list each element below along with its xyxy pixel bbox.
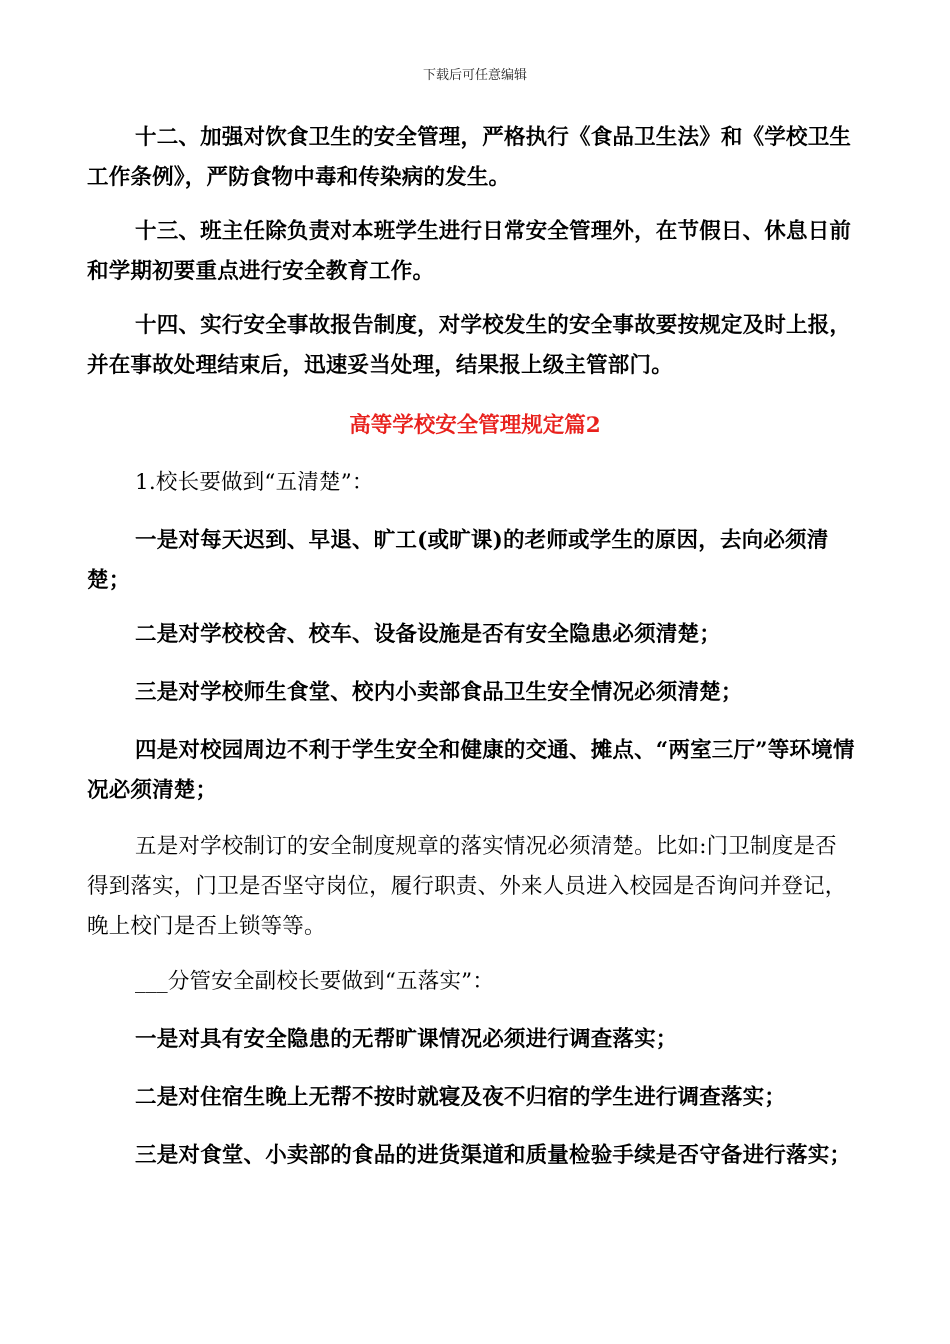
item-vice-principal-intro: ___分管安全副校长要做到“五落实”： xyxy=(135,969,495,994)
item-1: 一是对每天迟到、早退、旷工(或旷课)的老师或学生的原因，去向必须清楚； xyxy=(87,528,829,593)
item-principal-intro: 1.校长要做到“五清楚”： xyxy=(135,470,374,495)
item-v3: 三是对食堂、小卖部的食品的进货渠道和质量检验手续是否守备进行落实； xyxy=(135,1143,852,1168)
paragraph-14: 十四、实行安全事故报告制度，对学校发生的安全事故要按规定及时上报，并在事故处理结束后，迅速妥当处理，结果报上级主管部门。 xyxy=(87,313,852,378)
paragraph-13: 十三、班主任除负责对本班学生进行日常安全管理外，在节假日、休息日前和学期初要重点进行安全教育工作。 xyxy=(87,219,852,284)
item-v1: 一是对具有安全隐患的无帮旷课情况必须进行调查落实； xyxy=(135,1027,678,1052)
item-2: 二是对学校校舍、校车、设备设施是否有安全隐患必须清楚； xyxy=(135,622,721,647)
section-title: 高等学校安全管理规定篇2 xyxy=(349,413,601,438)
paragraph-12: 十二、加强对饮食卫生的安全管理，严格执行《食品卫生法》和《学校卫生工作条例》，严防食物中毒和传染病的发生。 xyxy=(87,125,852,190)
item-3: 三是对学校师生食堂、校内小卖部食品卫生安全情况必须清楚； xyxy=(135,680,743,705)
item-4: 四是对校园周边不利于学生安全和健康的交通、摊点、“两室三厅”等环境情况必须清楚； xyxy=(87,738,855,803)
item-v2: 二是对住宿生晚上无帮不按时就寝及夜不归宿的学生进行调查落实； xyxy=(135,1085,787,1110)
page-header: 下载后可任意编辑 xyxy=(422,68,527,83)
item-5: 五是对学校制订的安全制度规章的落实情况必须清楚。比如:门卫制度是否得到落实，门卫是否坚守岗位，履行职责、外来人员进入校园是否询问并登记，晚上校门是否上锁等等。 xyxy=(87,834,847,939)
